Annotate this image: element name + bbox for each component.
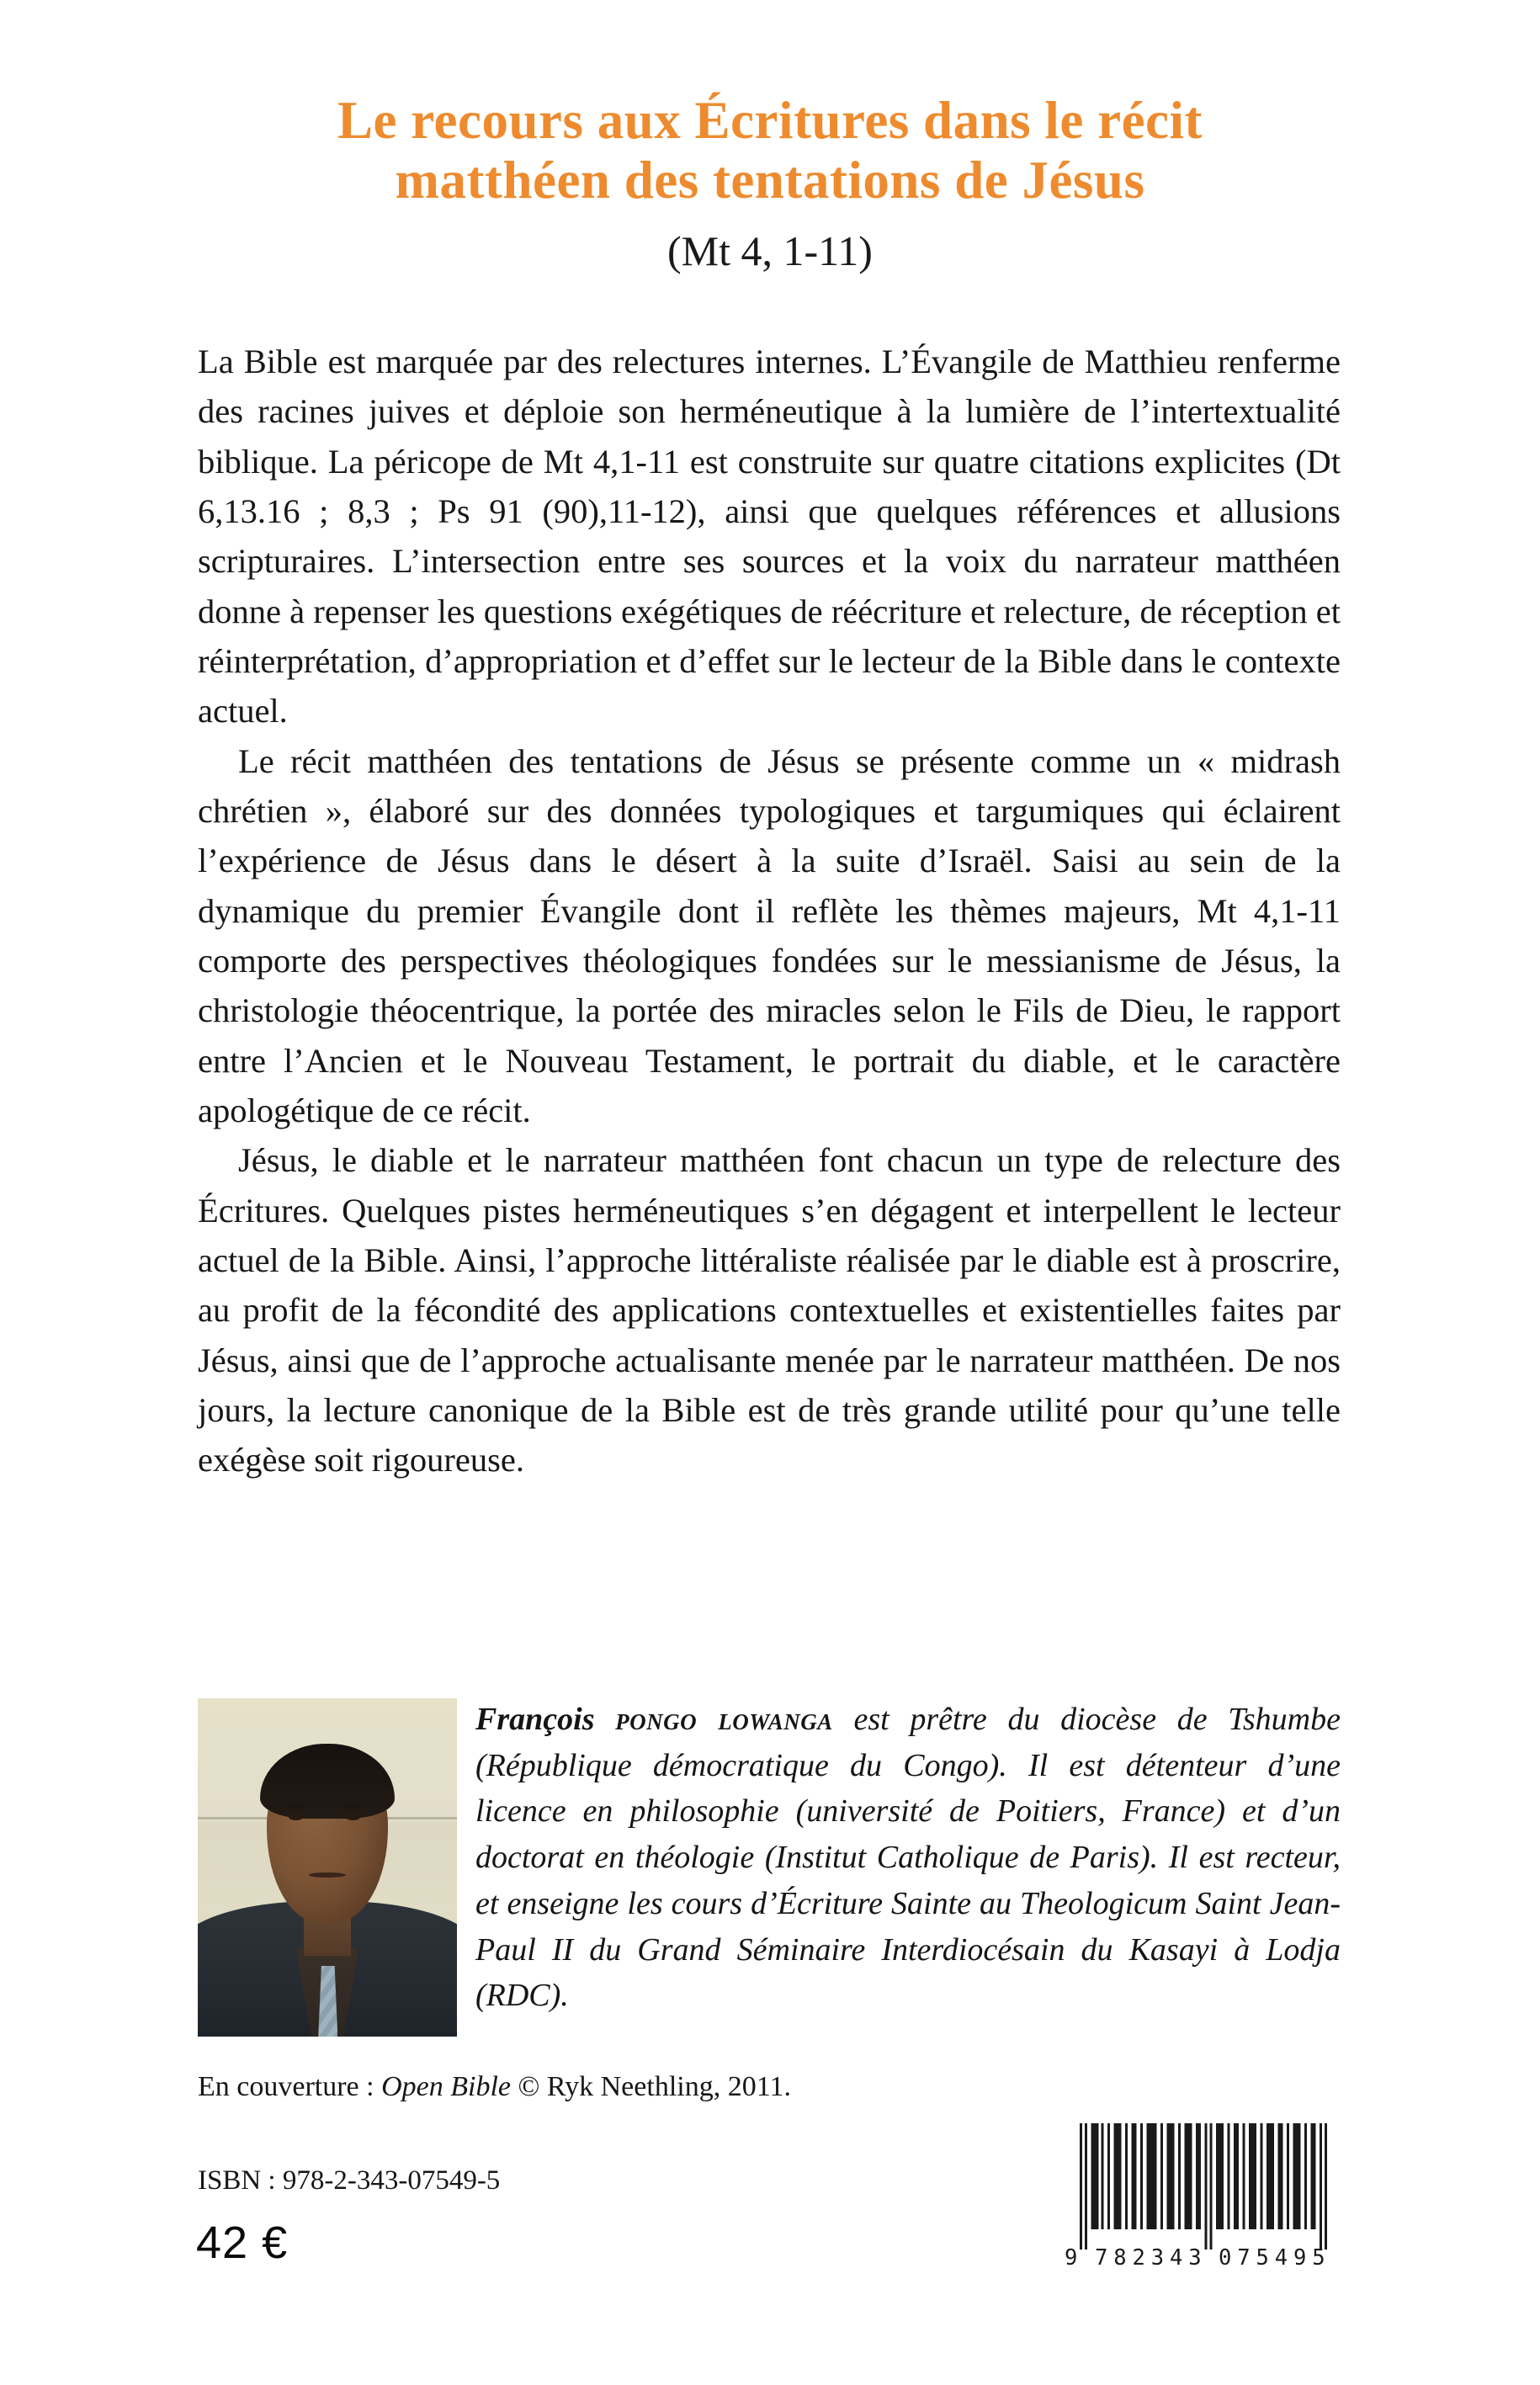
book-title-line-1: Le recours aux Écritures dans le récit (337, 91, 1203, 150)
cover-credit-suffix: © Ryk Neethling, 2011. (510, 2071, 791, 2102)
author-first-name: François (475, 1702, 595, 1737)
portrait-tie (318, 1966, 337, 2037)
barcode-svg (1062, 2118, 1340, 2270)
portrait-eye-left (289, 1814, 303, 1820)
barcode-digits (1065, 2245, 1331, 2270)
portrait-eye-right (346, 1814, 360, 1820)
blurb-text (198, 337, 1341, 1485)
title-block (198, 91, 1342, 274)
portrait-eyebrow-left (284, 1804, 305, 1809)
ean13-barcode (1062, 2118, 1340, 2270)
author-block (198, 1697, 1341, 2042)
blurb-paragraph-2: Le récit matthéen des tentations de Jésus se présente comme un « midrash chrétien », élaboré sur des données typologiques et targumiques qui éclairent l’expérience de Jésus dans le désert à la suite d’Israël. Saisi au sein de la dynamique du premier Évangile dont il reflète les thèmes majeurs, Mt 4,1-11 comporte des perspectives théologiques fondées sur le messianisme de Jésus, la christologie théocentrique, la portée des miracles selon le Fils de Dieu, le rapport entre l’Ancien et le Nouveau Testament, le portrait du diable, et le caractère apologétique de ce récit. (198, 741, 1341, 1129)
barcode-digit-group-1: 782343 (1095, 2245, 1208, 2270)
author-surname: pongo lowanga (615, 1702, 833, 1737)
barcode-digit-group-2: 075495 (1219, 2245, 1331, 2270)
author-portrait-photo (198, 1698, 457, 2037)
blurb-paragraph-1: La Bible est marquée par des relectures internes. L’Évangile de Matthieu renferme des racines juives et déploie son herméneutique à la lumière de l’intertextualité biblique. La péricope de Mt 4,1-11 est construite sur quatre citations explicites (Dt 6,13.16 ; 8,3 ; Ps 91 (90),11-12), ainsi que quelques références et allusions scripturaires. L’intersection entre ses sources et la voix du narrateur matthéen donne à repenser les questions exégétiques de réécriture et relecture, de réception et réinterprétation, d’appropriation et d’effet sur le lecteur de la Bible dans le contexte actuel. (198, 343, 1341, 730)
price-label: 42 € (196, 2218, 289, 2268)
cover-credit-prefix: En couverture : (198, 2071, 382, 2102)
blurb-paragraph-3: Jésus, le diable et le narrateur matthéen font chacun un type de relecture des Écritures. Quelques pistes herméneutiques s’en dégagent et interpellent le lecteur actuel de la Bible. Ainsi, l’approche littéraliste réalisée par le diable est à proscrire, au profit de la fécondité des applications contextuelles et existentielles faites par Jésus, ainsi que de l’approche actualisante menée par le narrateur matthéen. De nos jours, la lecture canonique de la Bible est de très grande utilité pour qu’une telle exégèse soit rigoureuse. (198, 1141, 1341, 1479)
cover-credit (198, 2069, 791, 2106)
author-bio-text: est prêtre du diocèse de Tshumbe (République démocratique du Congo). Il est détenteur d’une licence en philosophie (université de Poitiers, France) et d’un doctorat en théologie (Institut Catholique de Paris). Il est recteur, et enseigne les cours d’Écriture Sainte au Theologicum Saint Jean-Paul II du Grand Séminaire Interdiocésain du Kasayi à Lodja (RDC). (475, 1702, 1341, 2014)
isbn-line: ISBN : 978-2-343-07549-5 (198, 2165, 501, 2196)
book-title-line-2: matthéen des tentations de Jésus (395, 150, 1145, 210)
book-subtitle: (Mt 4, 1-11) (667, 227, 873, 275)
barcode-digit-lead: 9 (1065, 2245, 1078, 2270)
cover-credit-work-title: Open Bible (381, 2071, 511, 2102)
